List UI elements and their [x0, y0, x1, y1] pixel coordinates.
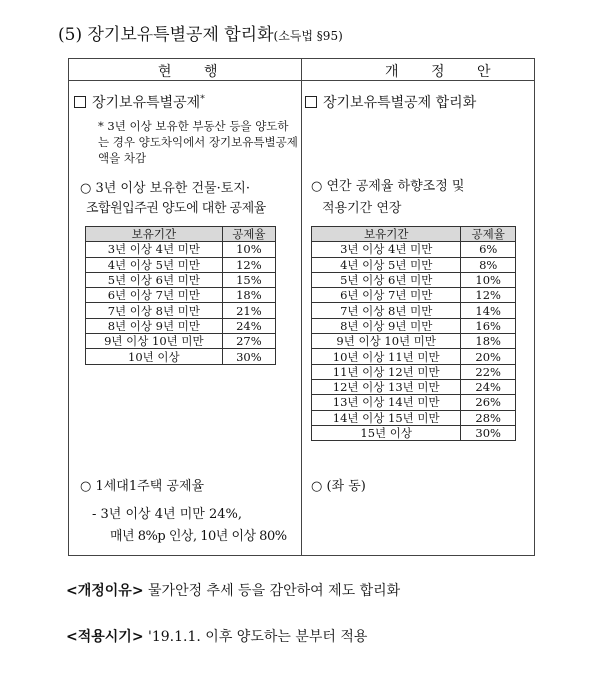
table-row: [312, 410, 516, 425]
table-row: [86, 288, 276, 303]
current-dash-line1: - 3년 이상 4년 미만 24%,: [92, 507, 242, 522]
table-row: [312, 303, 516, 318]
table-row: [86, 242, 276, 257]
table-row: [312, 364, 516, 379]
table-row: [312, 257, 516, 272]
rate-cell: 16%: [461, 318, 516, 333]
column-header-revised: 개 정 안: [385, 64, 505, 80]
reason-line: [66, 580, 400, 600]
current-dash-line2: 매년 8%p 인상, 10년 이상 80%: [110, 529, 287, 544]
table-row: [86, 349, 276, 364]
table-row: [312, 349, 516, 364]
period-cell: 12년 이상 13년 미만: [312, 379, 461, 394]
revised-heading: [305, 92, 476, 112]
current-heading-mark: *: [200, 94, 205, 105]
period-cell: 8년 이상 9년 미만: [86, 318, 223, 333]
timing-line: [66, 626, 367, 646]
rate-cell: 6%: [461, 242, 516, 257]
rate-cell: 22%: [461, 364, 516, 379]
section-title-sub: (소득법 §95): [273, 29, 343, 43]
section-title: [58, 20, 343, 45]
revised-table-header-period: 보유기간: [312, 227, 461, 242]
checkbox-square-icon: [74, 96, 86, 108]
section-title-main: (5) 장기보유특별공제 합리화: [58, 25, 274, 45]
column-divider: [301, 58, 302, 556]
rate-cell: 24%: [222, 318, 275, 333]
period-cell: 5년 이상 6년 미만: [86, 272, 223, 287]
period-cell: 13년 이상 14년 미만: [312, 395, 461, 410]
rate-cell: 12%: [222, 257, 275, 272]
period-cell: 5년 이상 6년 미만: [312, 272, 461, 287]
revised-bullet1-line2: 적용기간 연장: [322, 201, 402, 216]
table-row: [86, 334, 276, 349]
table-row: [86, 318, 276, 333]
revised-rate-table: [311, 226, 516, 441]
current-table-header-rate: 공제율: [222, 227, 275, 242]
current-bullet1-line1: ○ 3년 이상 보유한 건물·토지·: [80, 181, 250, 196]
period-cell: 8년 이상 9년 미만: [312, 318, 461, 333]
revised-table-header-rate: 공제율: [461, 227, 516, 242]
rate-cell: 21%: [222, 303, 275, 318]
table-row: [312, 379, 516, 394]
timing-text: '19.1.1. 이후 양도하는 분부터 적용: [148, 629, 368, 645]
revised-bullet1-line1: ○ 연간 공제율 하향조정 및: [311, 179, 465, 194]
rate-cell: 18%: [461, 334, 516, 349]
table-row: [312, 425, 516, 440]
period-cell: 3년 이상 4년 미만: [312, 242, 461, 257]
period-cell: 9년 이상 10년 미만: [312, 334, 461, 349]
rate-cell: 18%: [222, 288, 275, 303]
current-heading: [74, 92, 205, 112]
revised-heading-text: 장기보유특별공제 합리화: [323, 95, 477, 111]
table-row: [86, 303, 276, 318]
current-note: * 3년 이상 보유한 부동산 등을 양도하는 경우 양도차익에서 장기보유특별공제액을 차감: [98, 119, 298, 165]
rate-cell: 20%: [461, 349, 516, 364]
period-cell: 6년 이상 7년 미만: [86, 288, 223, 303]
current-rate-table: [85, 226, 276, 365]
rate-cell: 30%: [461, 425, 516, 440]
period-cell: 14년 이상 15년 미만: [312, 410, 461, 425]
table-row: [312, 288, 516, 303]
rate-cell: 30%: [222, 349, 275, 364]
rate-cell: 8%: [461, 257, 516, 272]
period-cell: 7년 이상 8년 미만: [312, 303, 461, 318]
rate-cell: 15%: [222, 272, 275, 287]
table-row: [312, 272, 516, 287]
checkbox-square-icon: [305, 96, 317, 108]
reason-label: <개정이유>: [66, 583, 144, 599]
period-cell: 10년 이상 11년 미만: [312, 349, 461, 364]
table-row: [312, 242, 516, 257]
timing-label: <적용시기>: [66, 629, 144, 645]
period-cell: 10년 이상: [86, 349, 223, 364]
current-bullet1-line2: 조합원입주권 양도에 대한 공제율: [86, 201, 266, 216]
table-row: [312, 318, 516, 333]
period-cell: 3년 이상 4년 미만: [86, 242, 223, 257]
current-table-header-period: 보유기간: [86, 227, 223, 242]
rate-cell: 28%: [461, 410, 516, 425]
current-heading-text: 장기보유특별공제: [92, 95, 201, 111]
rate-cell: 10%: [222, 242, 275, 257]
rate-cell: 24%: [461, 379, 516, 394]
rate-cell: 14%: [461, 303, 516, 318]
column-header-current: 현 행: [158, 64, 232, 80]
table-row: [312, 334, 516, 349]
revised-bullet2: ○ (좌 동): [311, 479, 366, 494]
rate-cell: 27%: [222, 334, 275, 349]
period-cell: 9년 이상 10년 미만: [86, 334, 223, 349]
period-cell: 7년 이상 8년 미만: [86, 303, 223, 318]
period-cell: 4년 이상 5년 미만: [86, 257, 223, 272]
table-row: [86, 272, 276, 287]
rate-cell: 12%: [461, 288, 516, 303]
rate-cell: 26%: [461, 395, 516, 410]
period-cell: 11년 이상 12년 미만: [312, 364, 461, 379]
period-cell: 15년 이상: [312, 425, 461, 440]
reason-text: 물가안정 추세 등을 감안하여 제도 합리화: [148, 583, 401, 599]
table-row: [86, 257, 276, 272]
current-bullet2: ○ 1세대1주택 공제율: [80, 479, 205, 494]
table-row: [312, 395, 516, 410]
rate-cell: 10%: [461, 272, 516, 287]
period-cell: 6년 이상 7년 미만: [312, 288, 461, 303]
period-cell: 4년 이상 5년 미만: [312, 257, 461, 272]
